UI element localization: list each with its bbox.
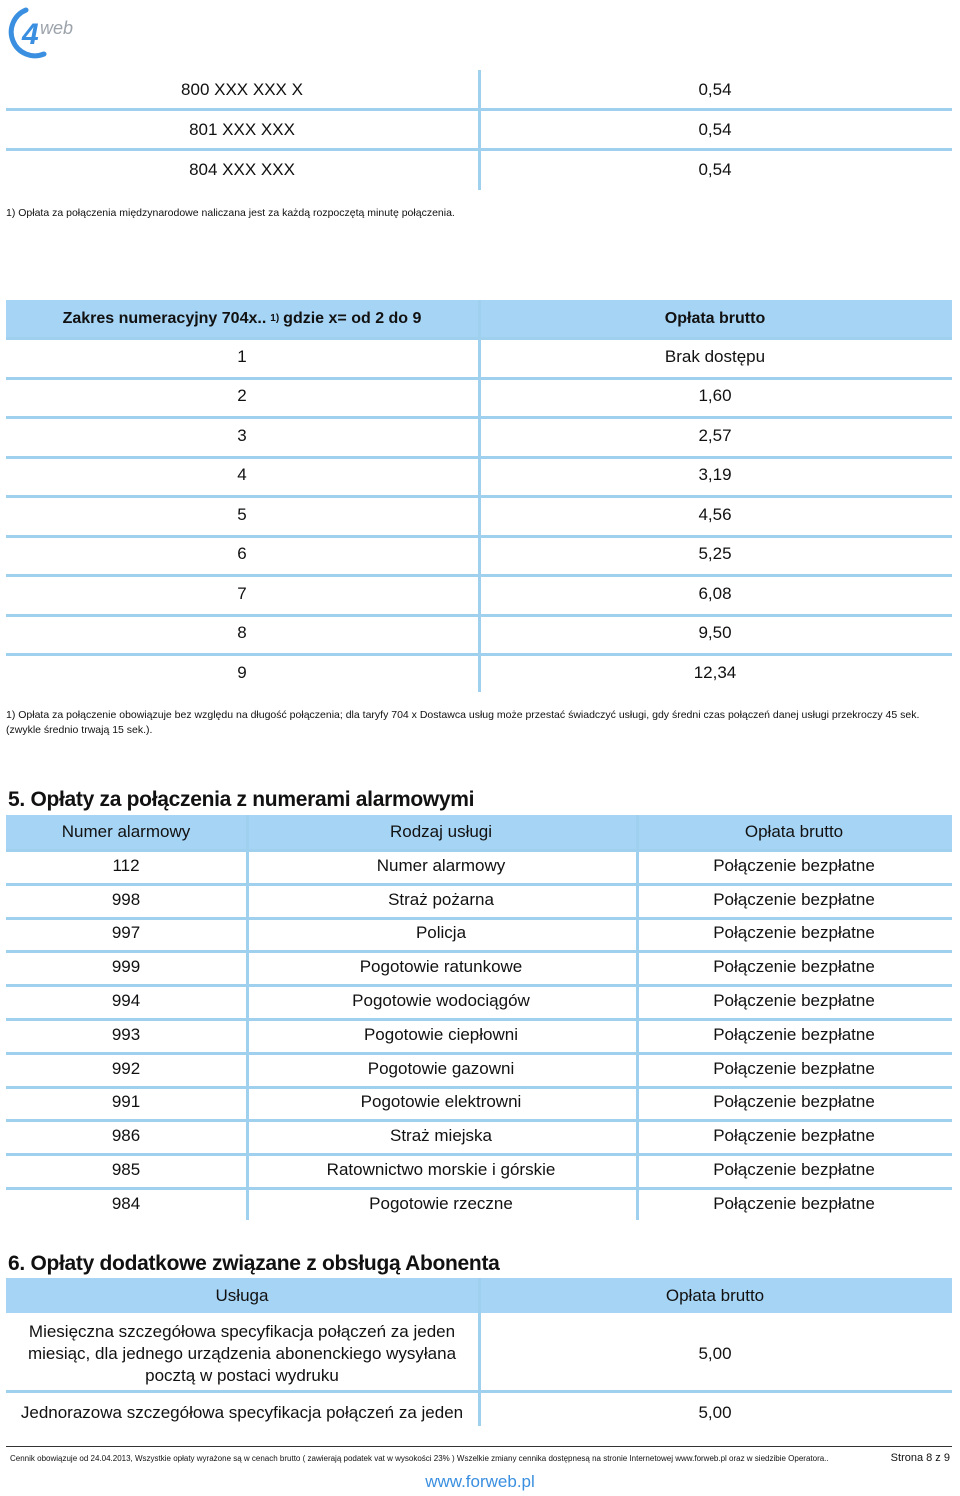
table-row bbox=[6, 495, 952, 535]
fee-cell: 2,57 bbox=[698, 425, 732, 445]
fee-cell: Połączenie bezpłatne bbox=[713, 1024, 875, 1044]
emergency-number-cell: 991 bbox=[111, 1092, 141, 1112]
range-digit-cell: 7 bbox=[237, 583, 247, 603]
service-cell: Pogotowie rzeczne bbox=[369, 1193, 513, 1213]
number-cell: 801 XXX XXX bbox=[189, 120, 295, 139]
service-cell: Policja bbox=[415, 923, 467, 943]
fee-cell: 0,54 bbox=[698, 120, 732, 139]
fee-cell: Połączenie bezpłatne bbox=[713, 1193, 875, 1213]
fee-cell: 0,54 bbox=[698, 80, 732, 99]
emergency-number-cell: 993 bbox=[111, 1024, 141, 1044]
row-divider bbox=[6, 1153, 952, 1156]
section-6-title: 6. Opłaty dodatkowe związane z obsługą Abonenta bbox=[8, 1252, 500, 1275]
table2-footnote: 1) Opłata za połączenie obowiązuje bez względu na długość połączenia; dla taryfy 704 x Dostawca usług może przestać świadczyć usługi, gdy średni czas połączeń danej usługi przekroczy 45 sek. (zwykle średnio trwają 15 sek.). bbox=[6, 709, 920, 736]
table-row bbox=[6, 917, 952, 951]
footnote-marker: 1) bbox=[270, 313, 280, 324]
fee-cell: 5,00 bbox=[698, 1344, 732, 1363]
range-digit-cell: 8 bbox=[237, 623, 247, 643]
emergency-number-cell: 985 bbox=[111, 1160, 141, 1180]
service-cell: Pogotowie gazowni bbox=[367, 1058, 515, 1078]
row-divider bbox=[6, 1052, 952, 1055]
table-row bbox=[6, 1396, 952, 1429]
service-cell: Ratownictwo morskie i górskie bbox=[326, 1160, 556, 1180]
emergency-number-cell: 998 bbox=[111, 889, 141, 909]
table-row bbox=[6, 1018, 952, 1052]
page-number: Strona 8 z 9 bbox=[890, 1452, 950, 1464]
emergency-number-cell: 986 bbox=[111, 1126, 141, 1146]
fee-cell: Połączenie bezpłatne bbox=[713, 1126, 875, 1146]
row-divider bbox=[6, 535, 952, 538]
emergency-number-cell: 994 bbox=[111, 991, 141, 1011]
emergency-number-cell: 997 bbox=[111, 923, 141, 943]
table-row bbox=[6, 984, 952, 1018]
table-toll-free-fees bbox=[6, 70, 952, 190]
fee-cell: Połączenie bezpłatne bbox=[713, 923, 875, 943]
fee-cell: Połączenie bezpłatne bbox=[713, 889, 875, 909]
service-cell: Pogotowie ciepłowni bbox=[363, 1024, 519, 1044]
header-number: Numer alarmowy bbox=[61, 822, 191, 841]
emergency-number-cell: 999 bbox=[111, 957, 141, 977]
table-704-fees bbox=[6, 300, 952, 692]
row-divider bbox=[6, 1119, 952, 1122]
range-digit-cell: 5 bbox=[237, 504, 247, 524]
table-row bbox=[6, 574, 952, 614]
row-divider bbox=[6, 377, 952, 380]
header-fee: Opłata brutto bbox=[744, 822, 844, 841]
row-divider bbox=[6, 495, 952, 498]
section-5-title: 5. Opłaty za połączenia z numerami alarmowymi bbox=[8, 788, 475, 811]
row-divider bbox=[6, 950, 952, 953]
fee-cell: Połączenie bezpłatne bbox=[713, 855, 875, 875]
row-divider bbox=[6, 849, 952, 852]
table-row bbox=[6, 1119, 952, 1153]
svg-text:web: web bbox=[40, 18, 74, 38]
row-divider bbox=[6, 574, 952, 577]
header-service: Rodzaj usługi bbox=[389, 822, 493, 841]
service-cell: Straż miejska bbox=[389, 1126, 493, 1146]
row-divider bbox=[6, 984, 952, 987]
fee-cell: 6,08 bbox=[698, 583, 732, 603]
header-service: Usługa bbox=[215, 1285, 269, 1305]
service-cell: Pogotowie wodociągów bbox=[352, 991, 530, 1011]
service-cell: Numer alarmowy bbox=[376, 855, 506, 875]
fee-cell: Połączenie bezpłatne bbox=[713, 991, 875, 1011]
service-cell: Pogotowie ratunkowe bbox=[359, 957, 523, 977]
table-row bbox=[6, 1052, 952, 1086]
row-divider bbox=[6, 883, 952, 886]
company-logo bbox=[4, 4, 84, 60]
table-row bbox=[6, 456, 952, 496]
table-row bbox=[6, 535, 952, 575]
table-row bbox=[6, 1086, 952, 1120]
emergency-number-cell: 112 bbox=[112, 855, 140, 875]
fee-cell: 4,56 bbox=[698, 504, 732, 524]
emergency-number-cell: 984 bbox=[111, 1193, 141, 1213]
table-header bbox=[6, 815, 952, 849]
header-fee: Opłata brutto bbox=[665, 1285, 765, 1305]
service-cell: Miesięczna szczegółowa specyfikacja połączeń za jeden miesiąc, dla jednego urządzenia abonenckiego wysyłana pocztą w postaci wydruku bbox=[27, 1322, 457, 1385]
fee-cell: 5,25 bbox=[698, 544, 732, 564]
table1-footnote: 1) Opłata za połączenia międzynarodowe naliczana jest za każdą rozpoczętą minutę połączenia. bbox=[6, 207, 455, 219]
fee-cell: 5,00 bbox=[698, 1402, 732, 1422]
table-row bbox=[6, 653, 952, 693]
table-row bbox=[6, 1315, 952, 1393]
table-row bbox=[6, 614, 952, 654]
footer-text: Cennik obowiązuje od 24.04.2013, Wszystkie opłaty wyrażone są w cenach brutto ( zawierają podatek vat w wysokości 23% ) Wszelkie zmiany cennika dostępnesą na stronie Internetowej www.forweb.pl oraz w siedzibie Operatora.. bbox=[10, 1454, 829, 1463]
table-emergency-numbers bbox=[6, 815, 952, 1220]
fee-cell: 12,34 bbox=[693, 662, 737, 682]
table-row bbox=[6, 1187, 952, 1221]
fee-cell: 0,54 bbox=[698, 160, 732, 179]
fee-cell: 3,19 bbox=[698, 465, 732, 485]
fee-cell: Połączenie bezpłatne bbox=[713, 1092, 875, 1112]
table-row bbox=[6, 1153, 952, 1187]
service-cell: Jednorazowa szczegółowa specyfikacja połączeń za jeden bbox=[20, 1402, 464, 1422]
row-divider bbox=[6, 416, 952, 419]
header-range: Zakres numeracyjny 704x.. 1) gdzie x= od 2 do 9 bbox=[62, 309, 422, 327]
table-row bbox=[6, 377, 952, 417]
table-row bbox=[6, 70, 952, 110]
fee-cell: Połączenie bezpłatne bbox=[713, 1160, 875, 1180]
row-divider bbox=[6, 917, 952, 920]
row-divider bbox=[6, 1187, 952, 1190]
range-digit-cell: 1 bbox=[237, 346, 247, 366]
table-row bbox=[6, 337, 952, 377]
svg-text:4: 4 bbox=[22, 18, 39, 51]
range-digit-cell: 4 bbox=[237, 465, 247, 485]
row-divider bbox=[6, 1086, 952, 1089]
table-additional-fees bbox=[6, 1278, 952, 1426]
fee-cell: Połączenie bezpłatne bbox=[713, 1058, 875, 1078]
range-digit-cell: 9 bbox=[237, 662, 247, 682]
fee-cell: 9,50 bbox=[698, 623, 732, 643]
fee-cell: 1,60 bbox=[698, 386, 732, 406]
table-row bbox=[6, 110, 952, 150]
row-divider bbox=[6, 456, 952, 459]
service-cell: Straż pożarna bbox=[388, 889, 494, 909]
table-row bbox=[6, 849, 952, 883]
table-row bbox=[6, 150, 952, 190]
table-row bbox=[6, 416, 952, 456]
row-divider bbox=[6, 614, 952, 617]
fee-cell: Brak dostępu bbox=[664, 346, 766, 366]
range-digit-cell: 2 bbox=[237, 386, 247, 406]
row-divider bbox=[6, 653, 952, 656]
service-cell: Pogotowie elektrowni bbox=[360, 1092, 522, 1112]
number-cell: 804 XXX XXX bbox=[189, 160, 295, 179]
header-fee: Opłata brutto bbox=[664, 309, 766, 327]
range-digit-cell: 3 bbox=[237, 425, 247, 445]
emergency-number-cell: 992 bbox=[111, 1058, 141, 1078]
fee-cell: Połączenie bezpłatne bbox=[713, 957, 875, 977]
website-link[interactable]: www.forweb.pl bbox=[425, 1472, 535, 1491]
footer-divider bbox=[6, 1446, 952, 1447]
number-cell: 800 XXX XXX X bbox=[181, 80, 303, 99]
range-digit-cell: 6 bbox=[237, 544, 247, 564]
row-divider bbox=[6, 1018, 952, 1021]
table-row bbox=[6, 883, 952, 917]
table-row bbox=[6, 950, 952, 984]
